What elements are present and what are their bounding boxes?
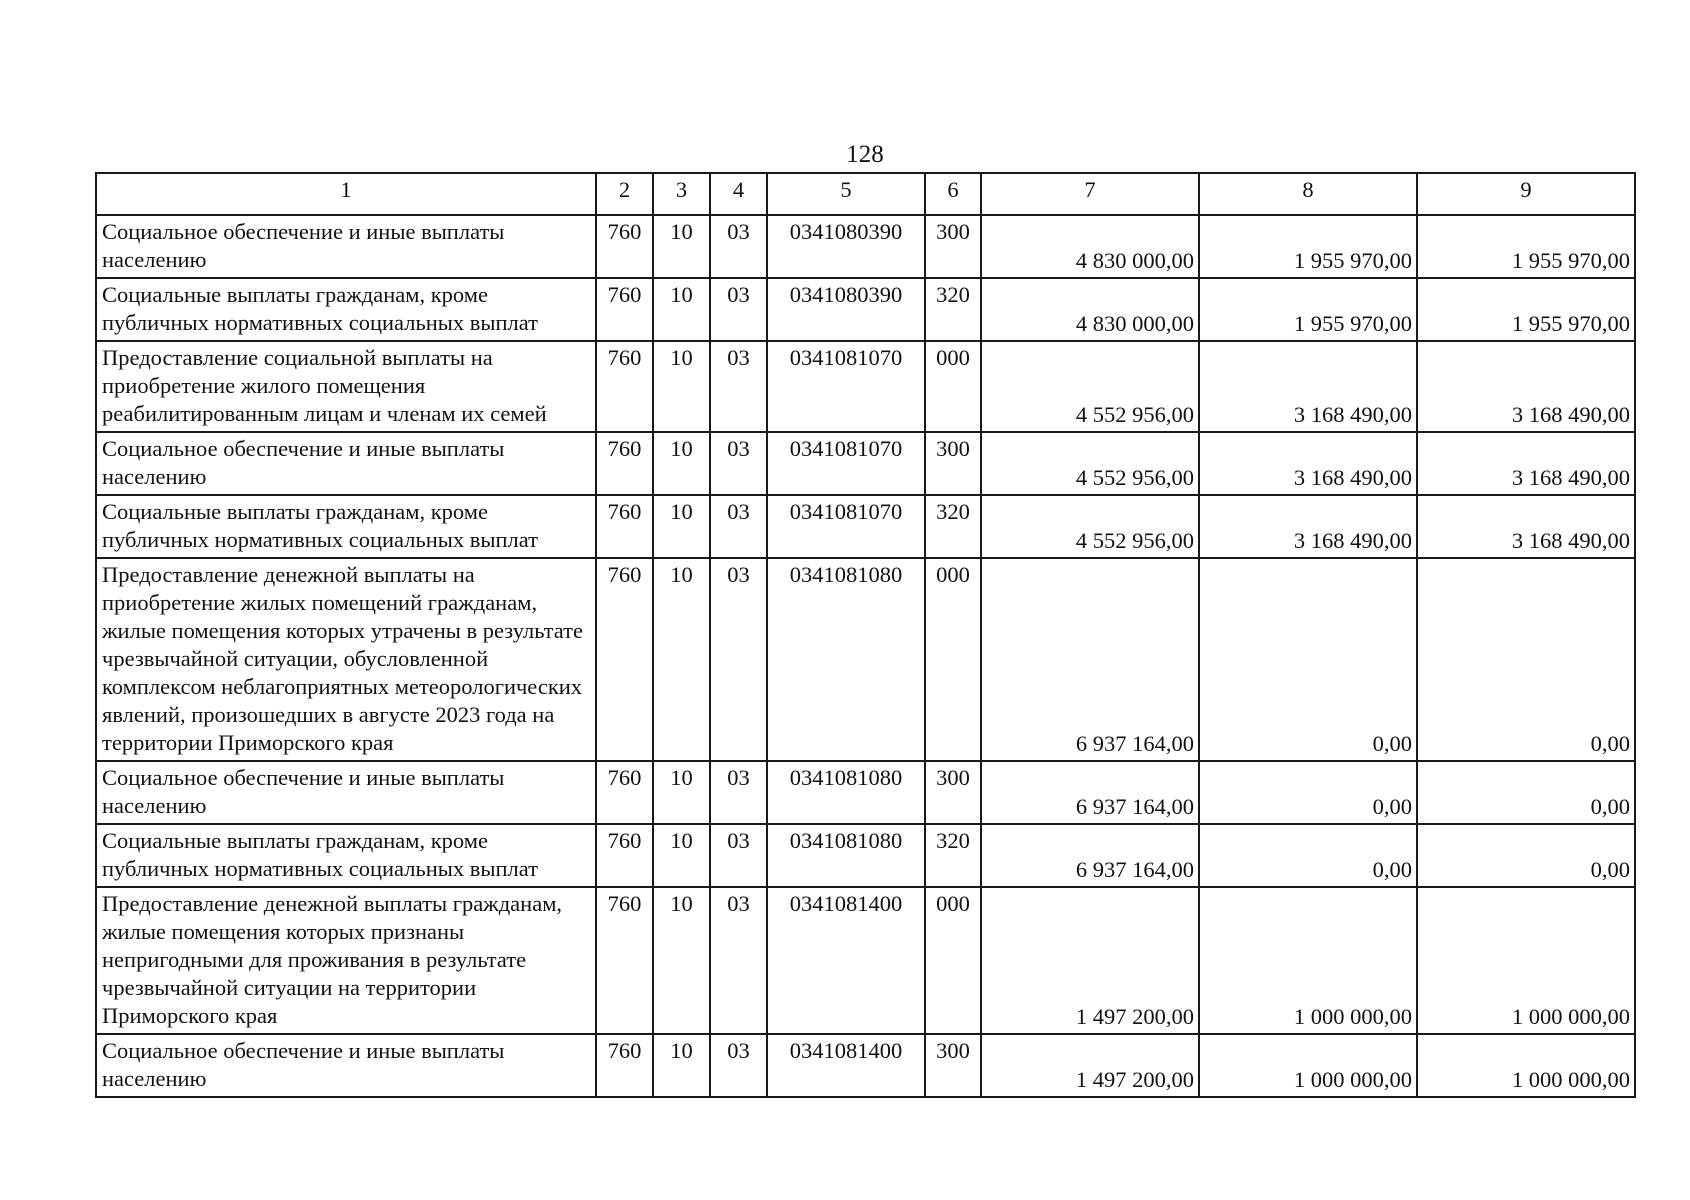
row-amount-7: 6 937 164,00 — [981, 824, 1199, 887]
row-col-4: 03 — [710, 761, 767, 824]
row-amount-8: 3 168 490,00 — [1199, 341, 1417, 432]
column-header: 6 — [925, 173, 981, 215]
row-col-4: 03 — [710, 278, 767, 341]
row-col-6: 000 — [925, 558, 981, 761]
column-header: 8 — [1199, 173, 1417, 215]
row-col-4: 03 — [710, 495, 767, 558]
table-row — [96, 432, 1635, 495]
row-col-6: 300 — [925, 215, 981, 278]
row-description: Предоставление денежной выплаты гражданам, жилые помещения которых признаны непригодными для проживания в результате чрезвычайной ситуации на территории Приморского края — [96, 887, 596, 1034]
row-col-2: 760 — [596, 1034, 653, 1097]
row-col-5: 0341081070 — [767, 341, 925, 432]
page-number: 128 — [846, 141, 884, 168]
row-amount-8: 3 168 490,00 — [1199, 495, 1417, 558]
table-row — [96, 495, 1635, 558]
row-col-3: 10 — [653, 824, 710, 887]
row-description: Социальное обеспечение и иные выплаты населению — [96, 215, 596, 278]
row-description: Социальные выплаты гражданам, кроме публичных нормативных социальных выплат — [96, 278, 596, 341]
row-amount-7: 1 497 200,00 — [981, 1034, 1199, 1097]
row-col-5: 0341081080 — [767, 558, 925, 761]
budget-table — [95, 172, 1636, 1098]
row-amount-8: 0,00 — [1199, 824, 1417, 887]
row-col-6: 300 — [925, 761, 981, 824]
row-amount-9: 0,00 — [1417, 824, 1635, 887]
row-col-2: 760 — [596, 824, 653, 887]
row-col-5: 0341080390 — [767, 215, 925, 278]
row-amount-9: 0,00 — [1417, 558, 1635, 761]
row-description: Предоставление социальной выплаты на приобретение жилого помещения реабилитированным лицам и членам их семей — [96, 341, 596, 432]
row-amount-9: 1 000 000,00 — [1417, 887, 1635, 1034]
table-row — [96, 215, 1635, 278]
row-col-3: 10 — [653, 887, 710, 1034]
row-col-6: 300 — [925, 1034, 981, 1097]
row-col-6: 000 — [925, 887, 981, 1034]
row-description: Социальные выплаты гражданам, кроме публичных нормативных социальных выплат — [96, 495, 596, 558]
row-col-3: 10 — [653, 278, 710, 341]
row-col-4: 03 — [710, 558, 767, 761]
row-col-5: 0341081080 — [767, 761, 925, 824]
row-amount-7: 1 497 200,00 — [981, 887, 1199, 1034]
column-header: 4 — [710, 173, 767, 215]
row-col-2: 760 — [596, 761, 653, 824]
row-amount-7: 6 937 164,00 — [981, 558, 1199, 761]
table-row — [96, 887, 1635, 1034]
row-description: Социальное обеспечение и иные выплаты населению — [96, 432, 596, 495]
row-amount-9: 3 168 490,00 — [1417, 341, 1635, 432]
row-col-4: 03 — [710, 341, 767, 432]
table-row — [96, 761, 1635, 824]
row-col-4: 03 — [710, 1034, 767, 1097]
row-col-5: 0341081070 — [767, 495, 925, 558]
column-header: 7 — [981, 173, 1199, 215]
row-col-5: 0341081400 — [767, 1034, 925, 1097]
column-header: 2 — [596, 173, 653, 215]
row-col-6: 320 — [925, 278, 981, 341]
row-col-2: 760 — [596, 887, 653, 1034]
row-description: Предоставление денежной выплаты на приобретение жилых помещений гражданам, жилые помещения которых утрачены в результате чрезвычайной ситуации, обусловленной комплексом неблагоприятных метеорологических явлений, произошедших в августе 2023 года на территории Приморского края — [96, 558, 596, 761]
row-col-3: 10 — [653, 558, 710, 761]
row-col-5: 0341081070 — [767, 432, 925, 495]
row-col-2: 760 — [596, 432, 653, 495]
row-col-3: 10 — [653, 215, 710, 278]
row-col-3: 10 — [653, 1034, 710, 1097]
row-description: Социальное обеспечение и иные выплаты населению — [96, 761, 596, 824]
column-header: 1 — [96, 173, 596, 215]
row-col-3: 10 — [653, 341, 710, 432]
row-amount-7: 4 552 956,00 — [981, 432, 1199, 495]
row-amount-7: 6 937 164,00 — [981, 761, 1199, 824]
row-col-4: 03 — [710, 432, 767, 495]
row-col-5: 0341081080 — [767, 824, 925, 887]
row-amount-9: 0,00 — [1417, 761, 1635, 824]
row-amount-7: 4 830 000,00 — [981, 215, 1199, 278]
row-description: Социальное обеспечение и иные выплаты населению — [96, 1034, 596, 1097]
row-col-2: 760 — [596, 495, 653, 558]
row-col-3: 10 — [653, 495, 710, 558]
row-amount-8: 3 168 490,00 — [1199, 432, 1417, 495]
row-amount-9: 1 955 970,00 — [1417, 278, 1635, 341]
column-header: 9 — [1417, 173, 1635, 215]
column-header: 3 — [653, 173, 710, 215]
row-col-6: 000 — [925, 341, 981, 432]
row-col-6: 300 — [925, 432, 981, 495]
row-col-2: 760 — [596, 341, 653, 432]
row-amount-8: 1 000 000,00 — [1199, 1034, 1417, 1097]
row-amount-7: 4 830 000,00 — [981, 278, 1199, 341]
table-row — [96, 824, 1635, 887]
row-col-4: 03 — [710, 824, 767, 887]
table-row — [96, 341, 1635, 432]
row-amount-7: 4 552 956,00 — [981, 495, 1199, 558]
row-amount-9: 1 955 970,00 — [1417, 215, 1635, 278]
row-amount-9: 1 000 000,00 — [1417, 1034, 1635, 1097]
table-row — [96, 558, 1635, 761]
row-col-5: 0341081400 — [767, 887, 925, 1034]
row-description: Социальные выплаты гражданам, кроме публичных нормативных социальных выплат — [96, 824, 596, 887]
row-amount-8: 0,00 — [1199, 761, 1417, 824]
row-col-4: 03 — [710, 215, 767, 278]
row-amount-8: 0,00 — [1199, 558, 1417, 761]
row-col-5: 0341080390 — [767, 278, 925, 341]
row-amount-7: 4 552 956,00 — [981, 341, 1199, 432]
row-amount-9: 3 168 490,00 — [1417, 432, 1635, 495]
row-col-3: 10 — [653, 761, 710, 824]
row-col-2: 760 — [596, 215, 653, 278]
table-row — [96, 1034, 1635, 1097]
row-amount-8: 1 955 970,00 — [1199, 278, 1417, 341]
row-amount-9: 3 168 490,00 — [1417, 495, 1635, 558]
row-col-2: 760 — [596, 278, 653, 341]
row-col-4: 03 — [710, 887, 767, 1034]
column-header: 5 — [767, 173, 925, 215]
row-amount-8: 1 000 000,00 — [1199, 887, 1417, 1034]
table-header-row — [96, 173, 1635, 215]
table-row — [96, 278, 1635, 341]
row-col-3: 10 — [653, 432, 710, 495]
row-amount-8: 1 955 970,00 — [1199, 215, 1417, 278]
row-col-6: 320 — [925, 824, 981, 887]
row-col-6: 320 — [925, 495, 981, 558]
row-col-2: 760 — [596, 558, 653, 761]
